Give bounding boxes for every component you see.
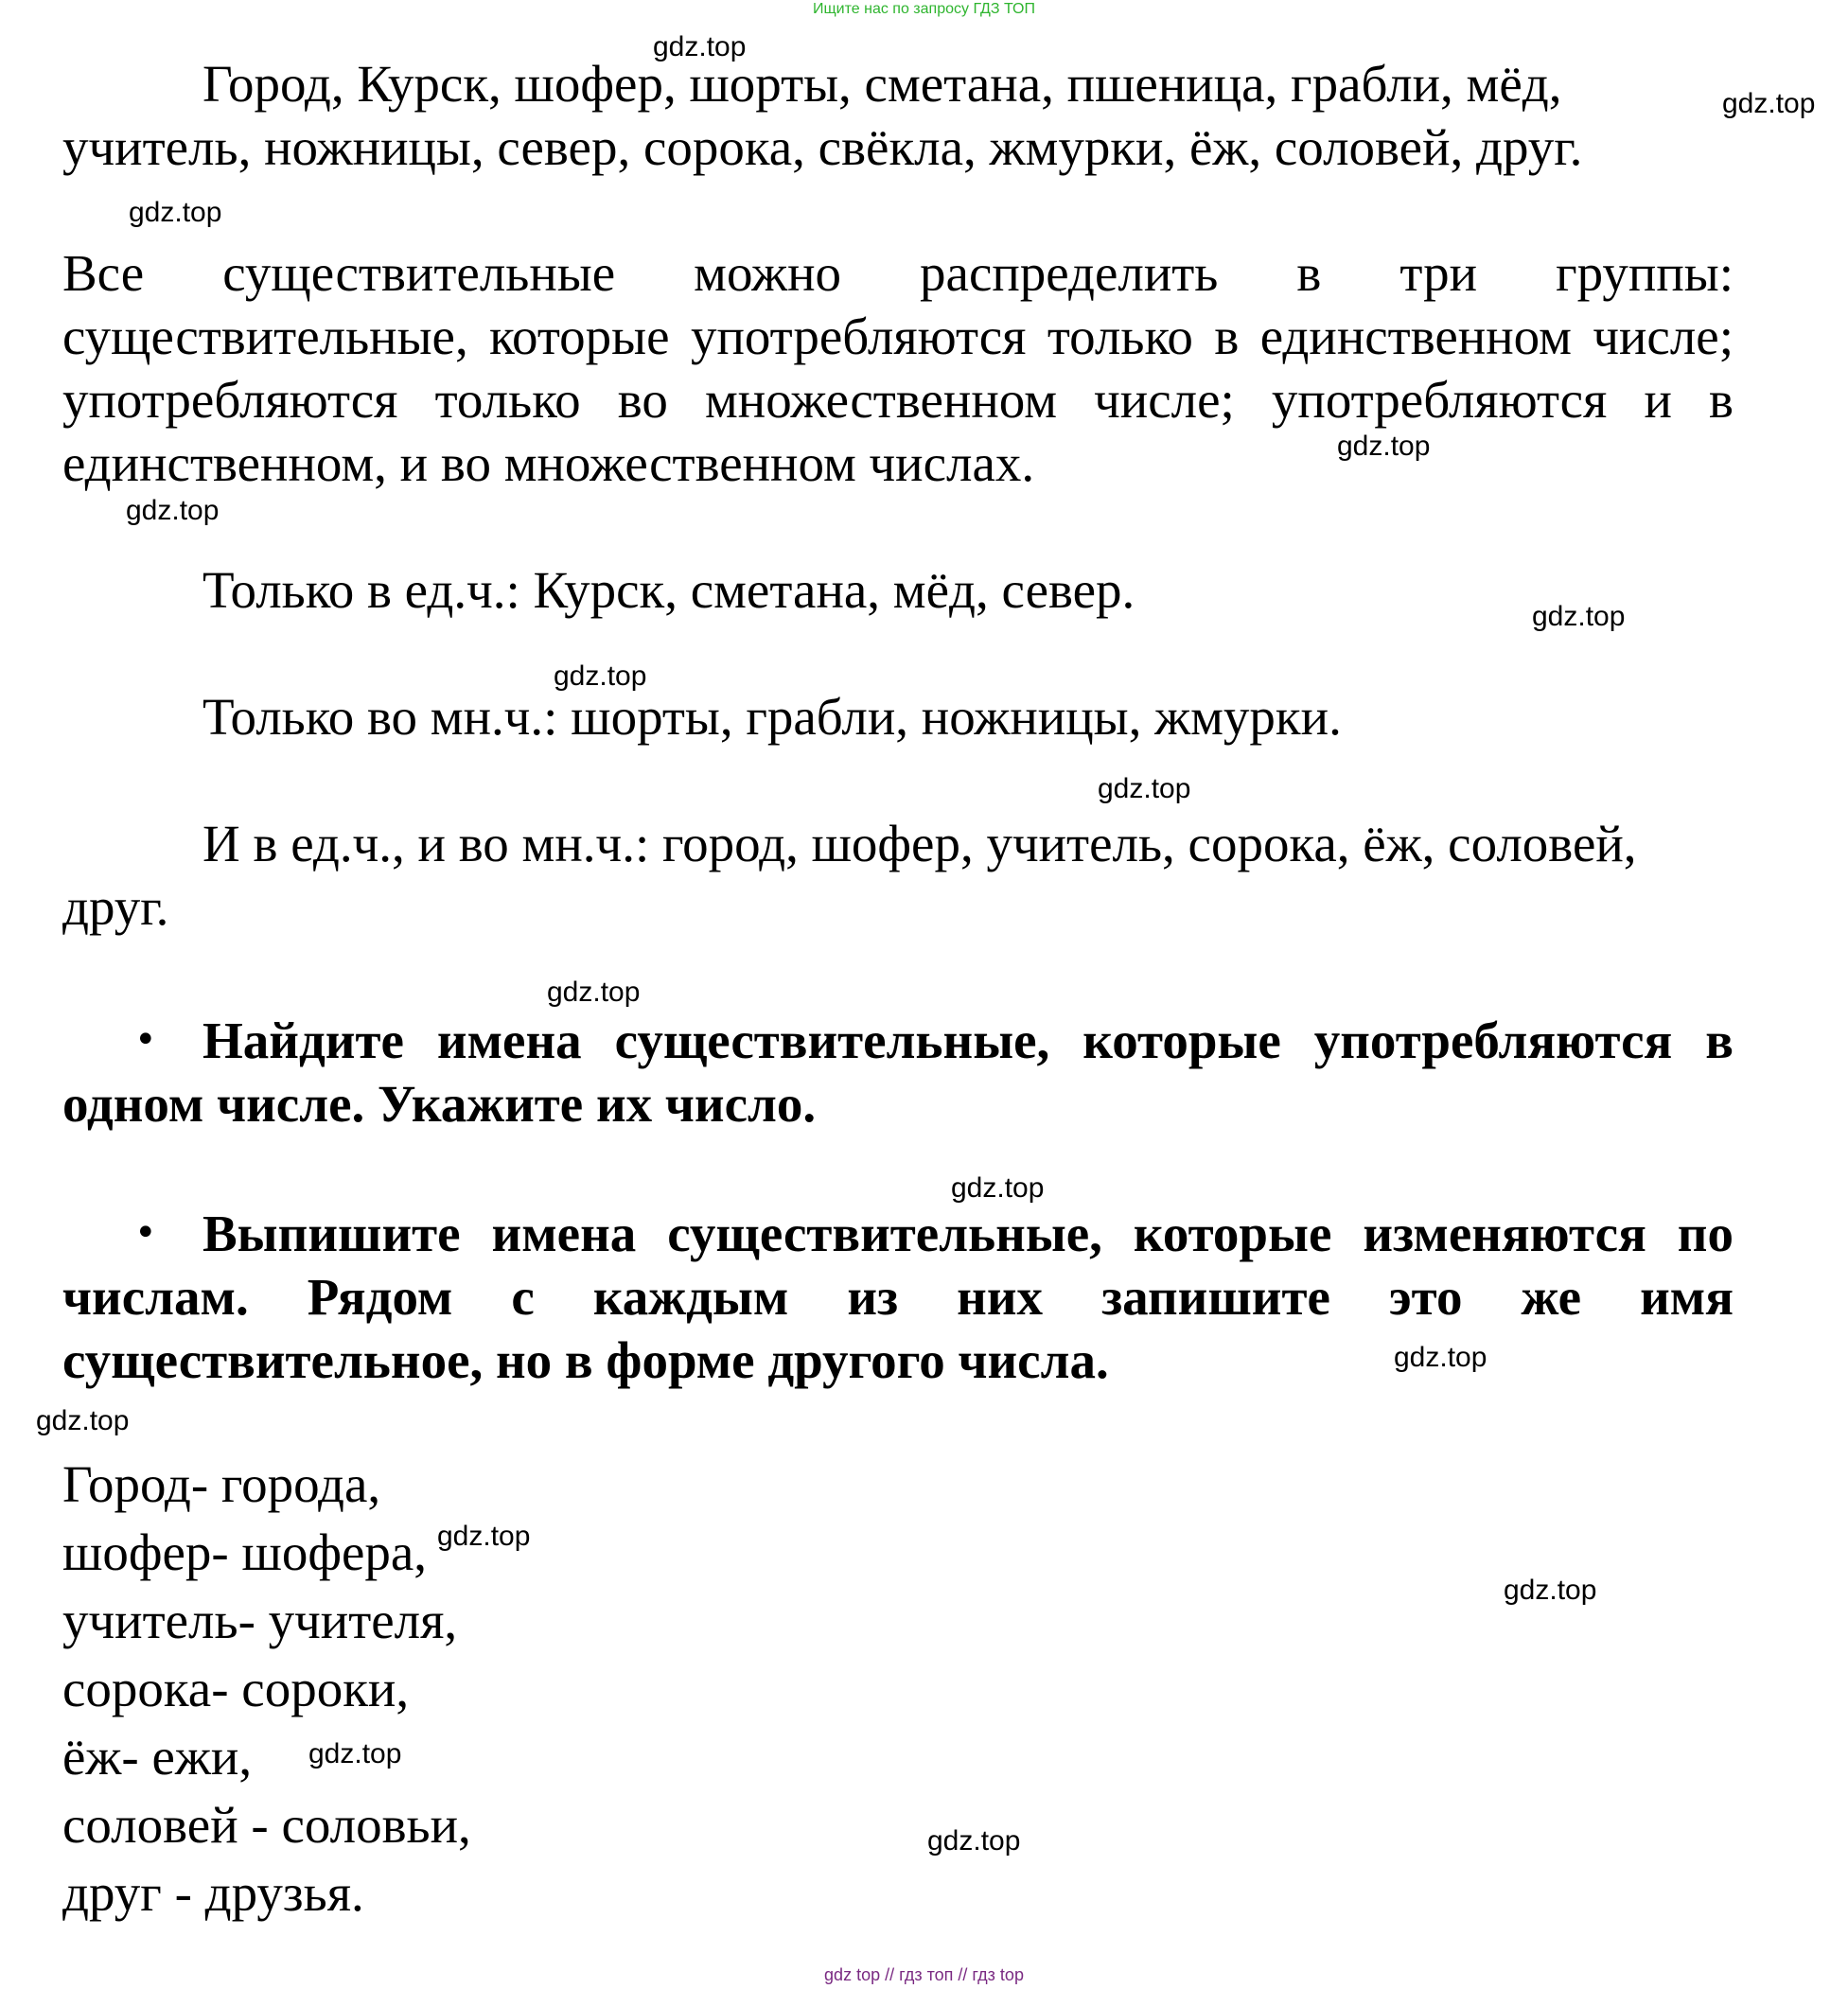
group-both-line-2: друг. xyxy=(62,878,169,936)
word-list-line-2: учитель, ножницы, север, сорока, свёкла, жмурки, ёж, соловей, друг. xyxy=(62,118,1583,176)
task-2-text: Выпишите имена существительные, которые изменяются по числам. Рядом с каждым из них запишите это же имя существительное, но в форме другого числа. xyxy=(62,1205,1734,1389)
header-banner[interactable]: Ищите нас по запросу ГДЗ ТОП xyxy=(813,1,1035,17)
watermark: gdz.top xyxy=(129,197,222,228)
answer-line: шофер- шофера, xyxy=(62,1523,428,1581)
watermark: gdz.top xyxy=(1394,1342,1487,1373)
answer-line: соловей - соловьи, xyxy=(62,1796,471,1854)
watermark: gdz.top xyxy=(927,1825,1021,1857)
watermark: gdz.top xyxy=(1504,1575,1597,1606)
watermark: gdz.top xyxy=(36,1405,130,1436)
answer-line: ёж- ежи, xyxy=(62,1728,253,1786)
bullet-icon: • xyxy=(134,1018,157,1062)
group-both-line-1: И в ед.ч., и во мн.ч.: город, шофер, учитель, сорока, ёж, соловей, xyxy=(202,815,1637,872)
answer-line: сорока- сороки, xyxy=(62,1660,410,1717)
group-singular: Только в ед.ч.: Курск, сметана, мёд, север. xyxy=(202,561,1135,619)
watermark: gdz.top xyxy=(554,660,647,692)
task-1-text: Найдите имена существительные, которые употребляются в одном числе. Укажите их число. xyxy=(62,1012,1734,1133)
group-plural: Только во мн.ч.: шорты, грабли, ножницы, жмурки. xyxy=(202,688,1342,746)
task-1 xyxy=(62,1009,1734,1135)
answer-line: учитель- учителя, xyxy=(62,1592,458,1649)
watermark: gdz.top xyxy=(126,495,220,526)
watermark: gdz.top xyxy=(547,977,641,1008)
watermark: gdz.top xyxy=(1098,773,1191,804)
answer-line: друг - друзья. xyxy=(62,1864,364,1922)
watermark: gdz.top xyxy=(653,31,747,62)
word-list-line-1: Город, Курск, шофер, шорты, сметана, пшеница, грабли, мёд, xyxy=(202,55,1562,113)
watermark: gdz.top xyxy=(1532,601,1626,632)
answer-line: Город- города, xyxy=(62,1455,381,1513)
watermark: gdz.top xyxy=(437,1521,531,1552)
watermark: gdz.top xyxy=(1722,88,1816,119)
footer-banner[interactable]: gdz top // гдз топ // гдз top xyxy=(824,1965,1024,1984)
watermark: gdz.top xyxy=(1337,431,1431,462)
bullet-icon: • xyxy=(134,1211,157,1255)
watermark: gdz.top xyxy=(308,1738,402,1769)
explanation-paragraph: Все существительные можно распределить в три группы: существительные, которые употребляются только в единственном числе; употребляются только во множественном числе; употребляются и в единственном, и во множественном числах. xyxy=(62,244,1734,492)
watermark: gdz.top xyxy=(951,1172,1045,1204)
